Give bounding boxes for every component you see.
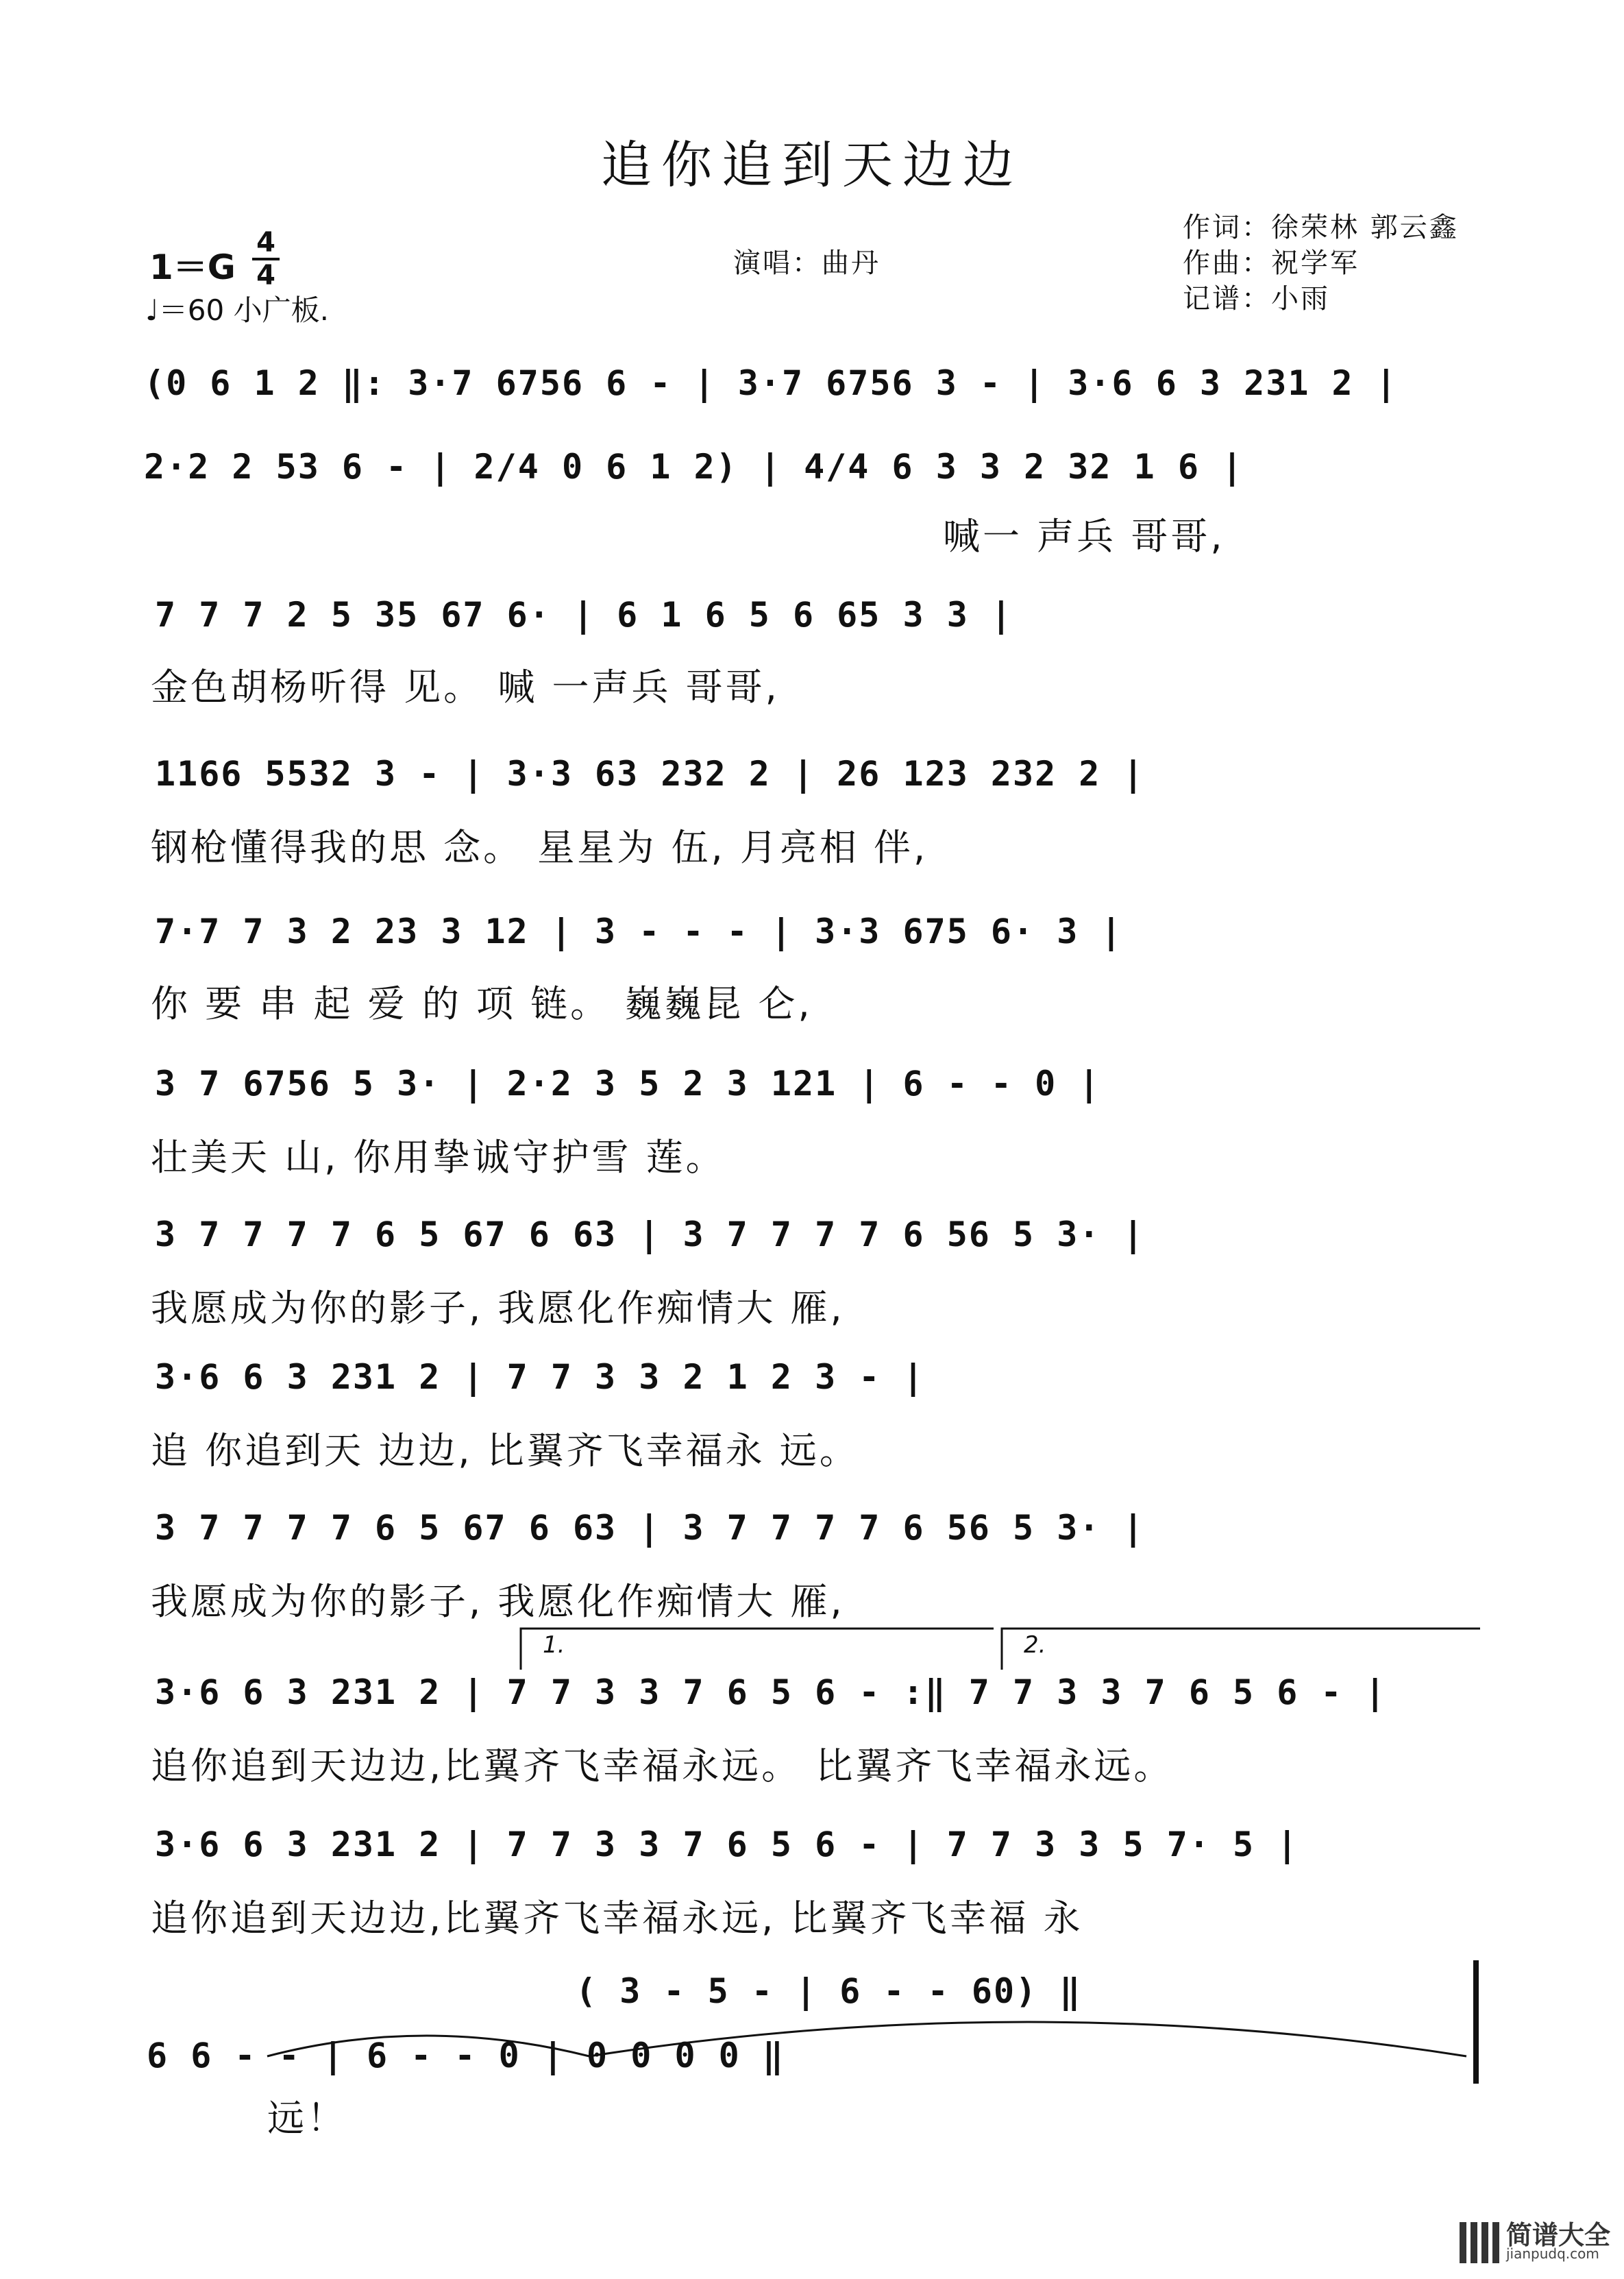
watermark-url: jianpudq.com	[1506, 2245, 1599, 2262]
score-row-9-notes: 3 7 7 7 7 6 5 67 6 63 | 3 7 7 7 7 6 56 5 3· |	[155, 1508, 1145, 1548]
score-row-3-notes: 7 7 7 2 5 35 67 6· | 6 1 6 5 6 65 3 3 |	[155, 595, 1013, 635]
score-row-11-notes: 3·6 6 3 231 2 | 7 7 3 3 7 6 5 6 - | 7 7 3 3 5 7· 5 |	[155, 1825, 1299, 1864]
key-signature: 1＝G	[149, 247, 236, 287]
ending-1-label: 1.	[543, 1631, 565, 1659]
score-row-5-lyrics: 你 要 串 起 爱 的 项 链。 巍巍昆 仑,	[151, 982, 813, 1025]
score-row-9-lyrics: 我愿成为你的影子, 我愿化作痴情大 雁,	[151, 1580, 845, 1623]
score-row-3-lyrics: 金色胡杨听得 见。 喊 一声兵 哥哥,	[151, 666, 780, 709]
score-row-2-notes: 2·2 2 53 6 - | 2/4 0 6 1 2) | 4/4 6 3 3 2 32 1 6 |	[144, 447, 1244, 487]
time-signature-bottom: 4	[256, 260, 275, 291]
score-row-12-notes: ( 3 - 5 - | 6 - - 60) ‖	[576, 1971, 1082, 2011]
score-row-11-lyrics: 追你追到天边边,比翼齐飞幸福永远, 比翼齐飞幸福 永	[151, 1897, 1083, 1940]
song-title: 追你追到天边边	[601, 136, 1023, 195]
score-row-8-lyrics: 追 你追到天 边边, 比翼齐飞幸福永 远。	[151, 1429, 859, 1472]
ending-2-label: 2.	[1024, 1631, 1046, 1659]
score-row-10-lyrics: 追你追到天边边,比翼齐飞幸福永远。 比翼齐飞幸福永远。	[151, 1744, 1174, 1788]
score-row-4-notes: 1166 5532 3 - | 3·3 63 232 2 | 26 123 232 2 |	[155, 754, 1145, 794]
lyricist-credit: 作词：徐荣林 郭云鑫	[1183, 212, 1459, 243]
score-row-13-lyrics: 远！	[267, 2097, 347, 2140]
piano-keys-icon	[1460, 2215, 1501, 2263]
score-row-10-notes: 3·6 6 3 231 2 | 7 7 3 3 7 6 5 6 - :‖ 7 7 3 3 7 6 5 6 - |	[155, 1672, 1387, 1712]
score-row-1-notes: (0 6 1 2 ‖: 3·7 6756 6 - | 3·7 6756 3 - | 3·6 6 3 231 2 |	[144, 363, 1398, 403]
score-row-6-notes: 3 7 6756 5 3· | 2·2 3 5 2 3 121 | 6 - - 0 |	[155, 1064, 1101, 1104]
score-row-7-lyrics: 我愿成为你的影子, 我愿化作痴情大 雁,	[151, 1287, 845, 1330]
transcriber-credit: 记谱：小雨	[1183, 283, 1330, 315]
score-row-13-notes: 6 6 - - | 6 - - 0 | 0 0 0 0 ‖	[147, 2036, 785, 2075]
watermark-name: 简谱大全	[1506, 2220, 1611, 2250]
time-signature-top: 4	[256, 227, 275, 258]
score-row-2-lyrics: 喊一 声兵 哥哥,	[943, 515, 1225, 558]
score-row-6-lyrics: 壮美天 山, 你用挚诚守护雪 莲。	[151, 1136, 726, 1179]
watermark-logo	[1460, 2214, 1617, 2269]
score-row-5-notes: 7·7 7 3 2 23 3 12 | 3 - - - | 3·3 675 6· 3 |	[155, 912, 1123, 951]
score-row-7-notes: 3 7 7 7 7 6 5 67 6 63 | 3 7 7 7 7 6 56 5 3· |	[155, 1215, 1145, 1254]
tempo-marking: ♩＝60 小广板.	[145, 293, 329, 327]
composer-credit: 作曲：祝学军	[1183, 247, 1360, 279]
score-row-8-notes: 3·6 6 3 231 2 | 7 7 3 3 2 1 2 3 - |	[155, 1357, 925, 1397]
singer-credit: 演唱：曲丹	[733, 247, 881, 279]
score-row-4-lyrics: 钢枪懂得我的思 念。 星星为 伍, 月亮相 伴,	[151, 826, 928, 869]
